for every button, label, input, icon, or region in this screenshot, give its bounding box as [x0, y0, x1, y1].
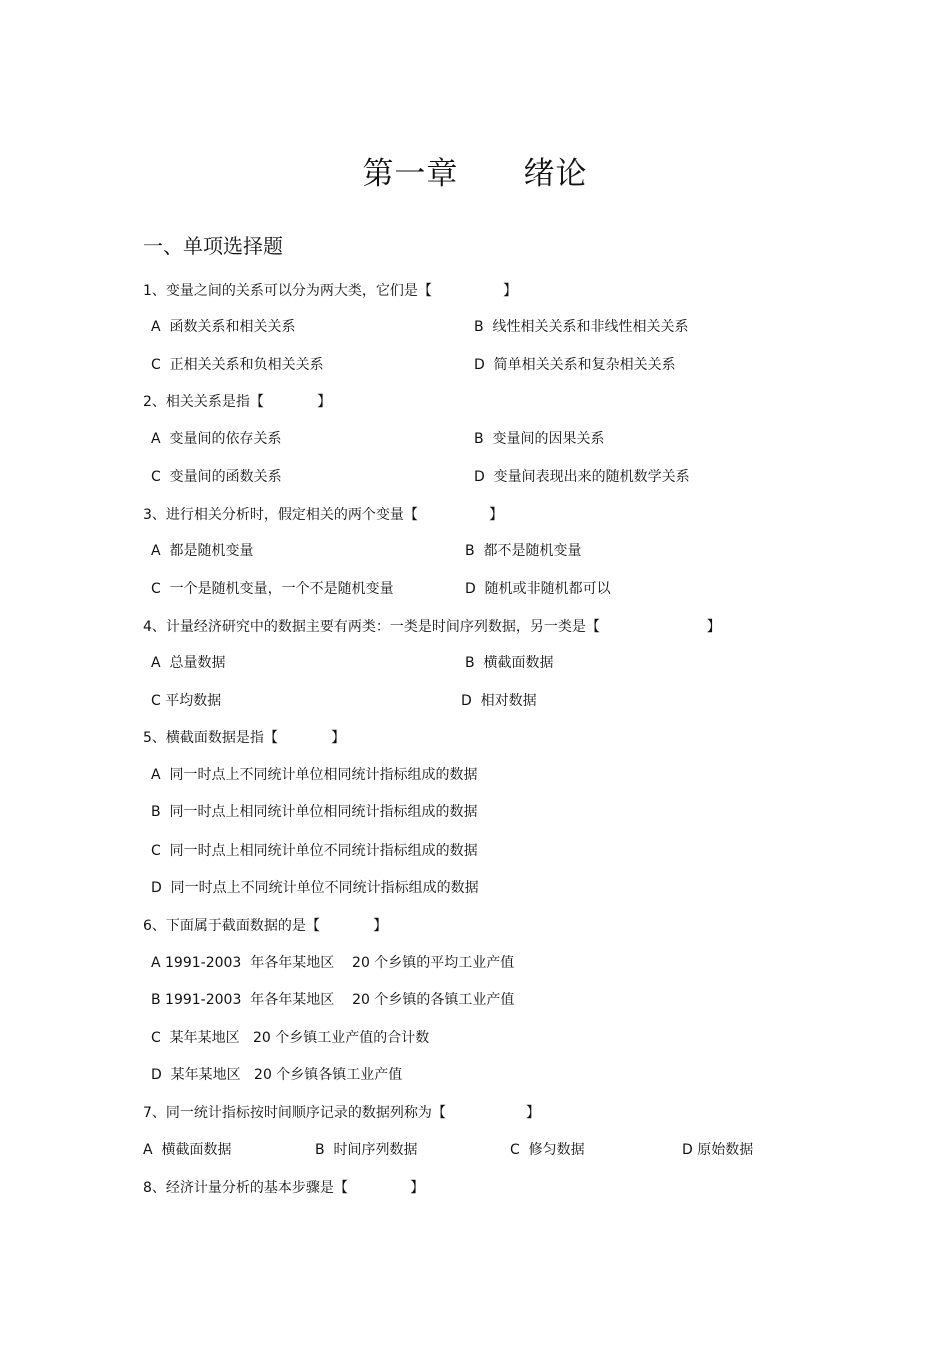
- question-2-option-c: C 变量间的函数关系: [151, 469, 282, 485]
- question-4-option-c: C 平均数据: [151, 693, 222, 709]
- question-6-option-d: D 某年某地区 20 个乡镇各镇工业产值: [151, 1067, 403, 1083]
- question-1-option-d: D 简单相关关系和复杂相关关系: [474, 357, 676, 373]
- question-5-option-a: A 同一时点上不同统计单位相同统计指标组成的数据: [151, 767, 478, 783]
- question-2-option-a: A 变量间的依存关系: [151, 431, 282, 447]
- chapter-title: 第一章 绪论: [362, 156, 588, 192]
- question-6-option-b: B 1991-2003 年各年某地区 20 个乡镇的各镇工业产值: [151, 992, 515, 1008]
- section-title: 一、单项选择题: [143, 234, 283, 258]
- question-7-stem: 7、同一统计指标按时间顺序记录的数据列称为【 】: [143, 1105, 541, 1121]
- question-7-option-c: C 修匀数据: [510, 1142, 585, 1158]
- question-6-option-c: C 某年某地区 20 个乡镇工业产值的合计数: [151, 1030, 430, 1046]
- question-3-stem: 3、进行相关分析时，假定相关的两个变量【 】: [143, 507, 504, 523]
- question-1-option-c: C 正相关关系和负相关关系: [151, 357, 324, 373]
- question-3-option-b: B 都不是随机变量: [465, 543, 582, 559]
- question-5-option-c: C 同一时点上相同统计单位不同统计指标组成的数据: [151, 843, 478, 859]
- question-7-option-b: B 时间序列数据: [315, 1142, 418, 1158]
- question-4-stem: 4、计量经济研究中的数据主要有两类：一类是时间序列数据，另一类是【 】: [143, 619, 721, 635]
- question-2-option-b: B 变量间的因果关系: [474, 431, 605, 447]
- question-6-stem: 6、下面属于截面数据的是【 】: [143, 918, 388, 934]
- question-1-option-b: B 线性相关关系和非线性相关关系: [474, 319, 689, 335]
- question-3-option-c: C 一个是随机变量，一个不是随机变量: [151, 581, 394, 597]
- question-5-option-d: D 同一时点上不同统计单位不同统计指标组成的数据: [151, 880, 479, 896]
- question-4-option-b: B 横截面数据: [465, 655, 554, 671]
- question-3-option-d: D 随机或非随机都可以: [465, 581, 611, 597]
- question-7-option-d: D 原始数据: [682, 1142, 754, 1158]
- question-5-stem: 5、横截面数据是指【 】: [143, 730, 346, 746]
- question-6-option-a: A 1991-2003 年各年某地区 20 个乡镇的平均工业产值: [151, 955, 515, 971]
- question-4-option-d: D 相对数据: [461, 693, 537, 709]
- question-1-option-a: A 函数关系和相关关系: [151, 319, 296, 335]
- question-2-stem: 2、相关关系是指【 】: [143, 394, 332, 410]
- question-8-stem: 8、经济计量分析的基本步骤是【 】: [143, 1180, 425, 1196]
- question-5-option-b: B 同一时点上相同统计单位相同统计指标组成的数据: [151, 804, 478, 820]
- question-2-option-d: D 变量间表现出来的随机数学关系: [474, 469, 690, 485]
- question-1-stem: 1、变量之间的关系可以分为两大类，它们是【 】: [143, 283, 518, 299]
- question-4-option-a: A 总量数据: [151, 655, 226, 671]
- question-7-option-a: A 横截面数据: [143, 1142, 232, 1158]
- question-3-option-a: A 都是随机变量: [151, 543, 254, 559]
